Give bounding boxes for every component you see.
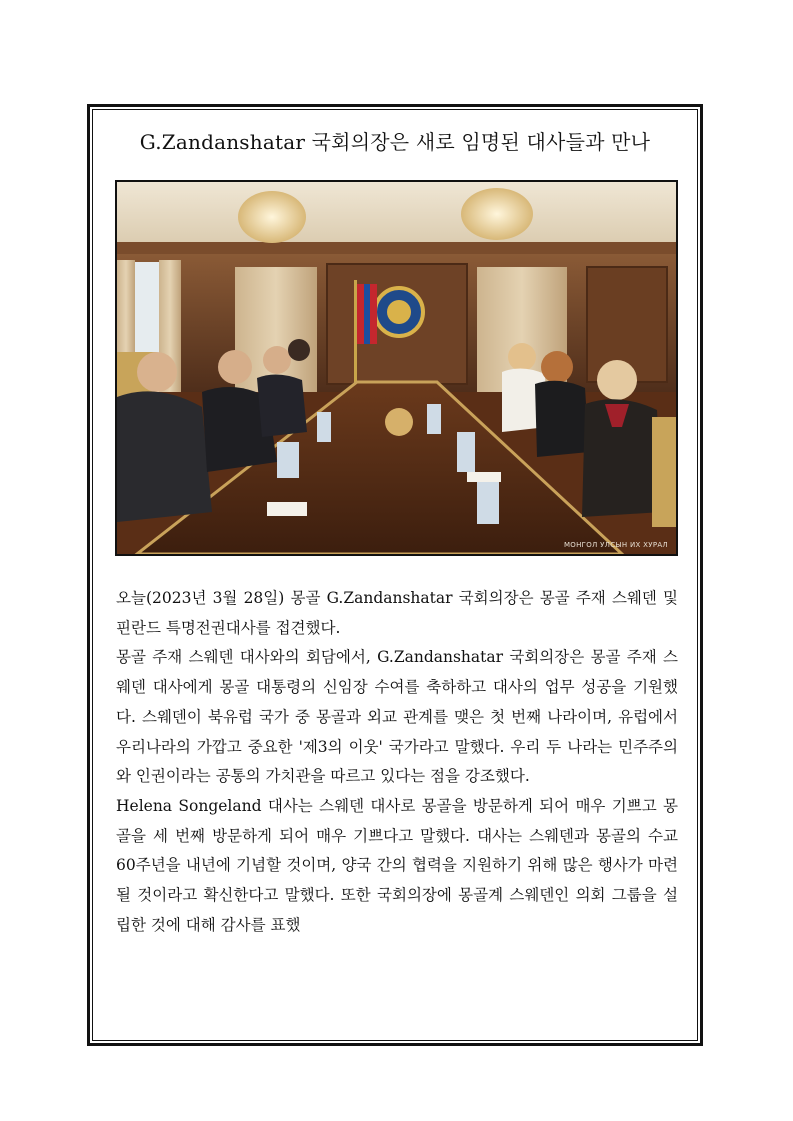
paragraph-3: Helena Songeland 대사는 스웨덴 대사로 몽골을 방문하게 되어 매우 기쁘고 몽골을 세 번째 방문하게 되어 매우 기쁘다고 말했다. 대사는 스웨덴과 몽골의 수교 60주년을 내년에 기념할 것이며, 양국 간의 협력을 지원하기 위해 많은 행사가 마련될 것이라고 확신한다고 말했다. 또한 국회의장에 몽골계 스웨덴인 의회 그룹을 설립한 것에 대해 감사를 표했 [116,796,678,934]
article-body [116,584,678,940]
meeting-photo [115,180,678,556]
paragraph-1: 오늘(2023년 3월 28일) 몽골 G.Zandanshatar 국회의장은 몽골 주재 스웨덴 및 핀란드 특명전권대사를 접견했다. [116,589,678,637]
article-title: G.Zandanshatar 국회의장은 새로 임명된 대사들과 만나 [139,130,651,154]
paragraph-2: 몽골 주재 스웨덴 대사와의 회담에서, G.Zandanshatar 국회의장은 몽골 주재 스웨덴 대사에게 몽골 대통령의 신임장 수여를 축하하고 대사의 업무 성공을 기원했다. 스웨덴이 북유럽 국가 중 몽골과 외교 관계를 맺은 첫 번째 나라이며, 유럽에서 우리나라의 가깝고 중요한 '제3의 이웃' 국가라고 말했다. 우리 두 나라는 민주주의와 인권이라는 공통의 가치관을 따르고 있다는 점을 강조했다. [116,648,678,786]
photo-credit: МОНГОЛ УЛСЫН ИХ ХУРАЛ [563,541,668,549]
